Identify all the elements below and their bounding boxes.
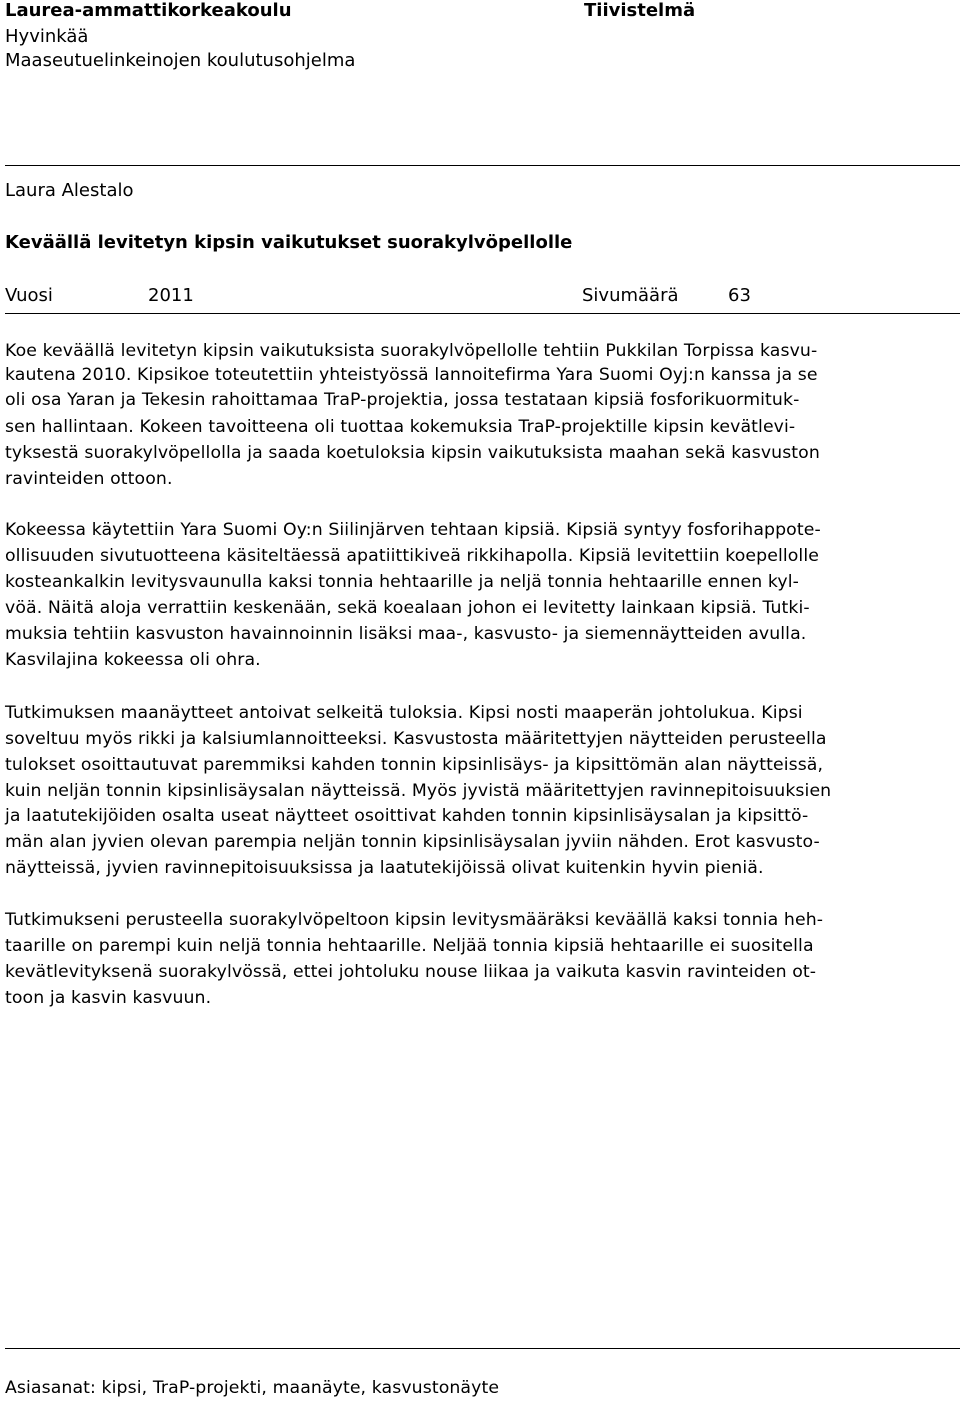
document-type: Tiivistelmä: [584, 0, 696, 21]
school-name: Laurea-ammattikorkeakoulu: [5, 0, 292, 21]
year-label: Vuosi: [5, 285, 53, 306]
author-name: Laura Alestalo: [5, 180, 134, 201]
text-line: sen hallintaan. Kokeen tavoitteena oli tuottaa kokemuksia TraP-projektille kipsin kevätlevi-: [5, 417, 796, 437]
text-line: Koe keväällä levitetyn kipsin vaikutuksista suorakylvöpellolle tehtiin Pukkilan Torpissa kasvu-: [5, 341, 818, 361]
text-line: män alan jyvien olevan parempia neljän tonnin kipsinlisäysalan jyviin nähden. Erot kasvusto-: [5, 832, 820, 852]
separator-meta: [5, 313, 960, 314]
text-line: tulokset osoittautuvat paremmiksi kahden tonnin kipsinlisäys- ja kipsittömän alan näytteissä,: [5, 755, 824, 775]
keywords: Asiasanat: kipsi, TraP-projekti, maanäyte, kasvustonäyte: [5, 1378, 500, 1398]
pages-label: Sivumäärä: [582, 285, 679, 306]
text-line: Tutkimukseni perusteella suorakylvöpeltoon kipsin levitysmääräksi keväällä kaksi tonnia heh-: [5, 910, 824, 930]
degree-programme: Maaseutuelinkeinojen koulutusohjelma: [5, 50, 356, 71]
text-line: tyksestä suorakylvöpellolla ja saada koetuloksia kipsin vaikutuksista maahan sekä kasvuston: [5, 443, 820, 463]
text-line: muksia tehtiin kasvuston havainnoinnin lisäksi maa-, kasvusto- ja siemennäytteiden avulla.: [5, 624, 807, 644]
text-line: oli osa Yaran ja Tekesin rahoittamaa TraP-projektia, jossa testataan kipsiä fosforikuormituk-: [5, 390, 800, 410]
year-value: 2011: [148, 285, 194, 306]
text-line: soveltuu myös rikki ja kalsiumlannoitteeksi. Kasvustosta määritettyjen näytteiden perusteella: [5, 729, 827, 749]
pages-value: 63: [728, 285, 751, 306]
text-line: näytteissä, jyvien ravinnepitoisuuksissa ja laatutekijöissä olivat kuitenkin hyvin pieniä.: [5, 858, 764, 878]
text-line: ja laatutekijöiden osalta useat näytteet osoittivat kahden tonnin kipsinlisäysalan ja kipsittö-: [5, 806, 809, 826]
text-line: kuin neljän tonnin kipsinlisäysalan näytteissä. Myös jyvistä määritettyjen ravinnepitoisuuksien: [5, 781, 832, 801]
text-line: taarille on parempi kuin neljä tonnia hehtaarille. Neljää tonnia kipsiä hehtaarille ei suositella: [5, 936, 814, 956]
text-line: kosteankalkin levitysvaunulla kaksi tonnia hehtaarille ja neljä tonnia hehtaarille ennen kyl-: [5, 572, 799, 592]
text-line: ollisuuden sivutuotteena käsiteltäessä apatiittikiveä rikkihapolla. Kipsiä levitettiin koepellolle: [5, 546, 819, 566]
text-line: vöä. Näitä aloja verrattiin keskenään, sekä koealaan johon ei levitetty lainkaan kipsiä. Tutki-: [5, 598, 810, 618]
campus-location: Hyvinkää: [5, 26, 89, 47]
text-line: toon ja kasvin kasvuun.: [5, 988, 212, 1008]
thesis-title: Keväällä levitetyn kipsin vaikutukset suorakylvöpellolle: [5, 232, 573, 253]
separator-bottom: [5, 1348, 960, 1349]
text-line: ravinteiden ottoon.: [5, 469, 173, 489]
text-line: Kasvilajina kokeessa oli ohra.: [5, 650, 261, 670]
text-line: Tutkimuksen maanäytteet antoivat selkeitä tuloksia. Kipsi nosti maaperän johtolukua. Kipsi: [5, 703, 803, 723]
text-line: Kokeessa käytettiin Yara Suomi Oy:n Siilinjärven tehtaan kipsiä. Kipsiä syntyy fosforihappote-: [5, 520, 821, 540]
text-line: kevätlevityksenä suorakylvössä, ettei johtoluku nouse liikaa ja vaikuta kasvin ravinteiden ot-: [5, 962, 817, 982]
separator-top: [5, 165, 960, 166]
text-line: kautena 2010. Kipsikoe toteutettiin yhteistyössä lannoitefirma Yara Suomi Oyj:n kanssa ja se: [5, 365, 818, 385]
